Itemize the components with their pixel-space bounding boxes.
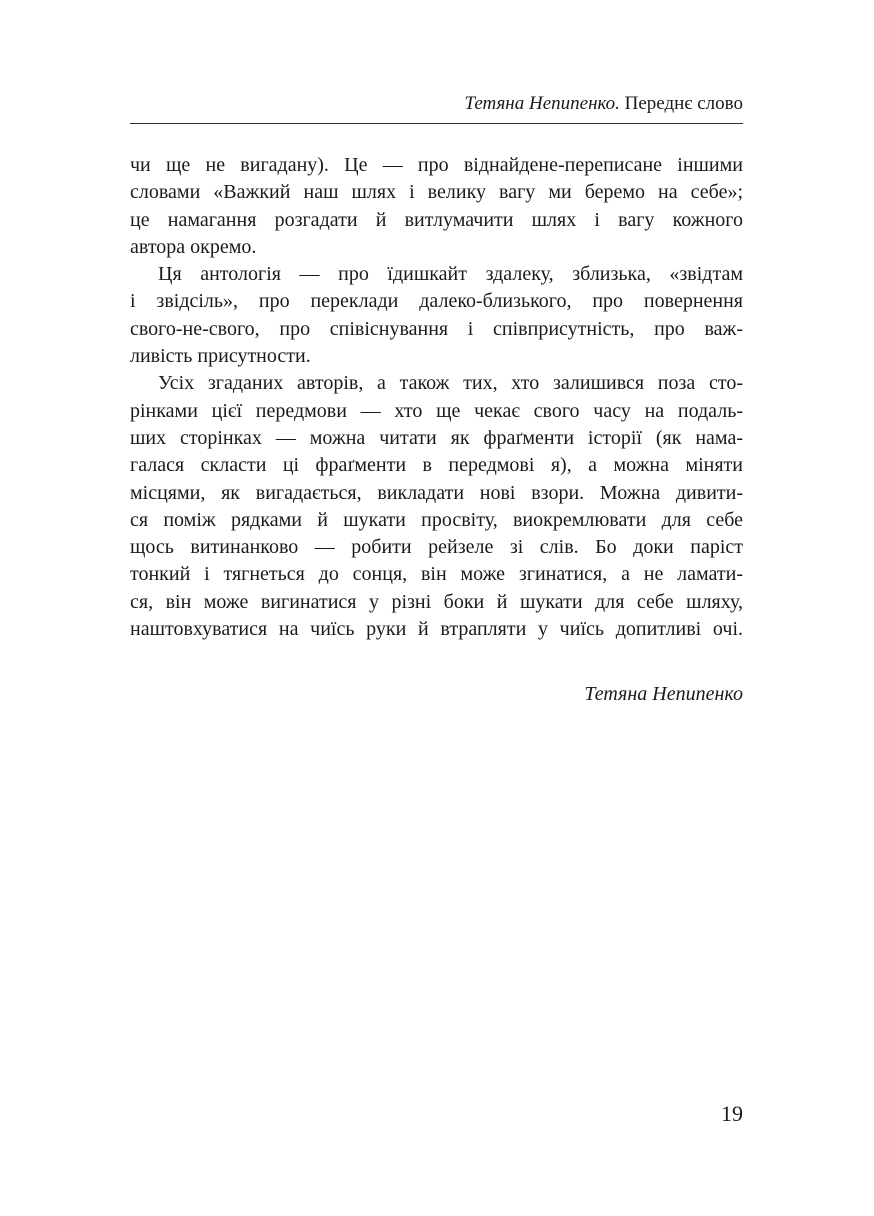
text-line: чи ще не вигадану). Це — про віднайдене-переписане іншими — [130, 154, 743, 176]
text-line: словами «Важкий наш шлях і велику вагу ми беремо на себе»; — [130, 181, 743, 204]
body-text — [130, 152, 743, 643]
text-line: рінками цієї передмови — хто ще чекає свого часу на подаль- — [130, 399, 743, 422]
text-line: ливість присутности. — [130, 345, 311, 368]
header-title: Переднє слово — [624, 93, 743, 114]
running-header — [130, 92, 743, 116]
text-line: ших сторінках — можна читати як фраґменти історії (як нама- — [130, 426, 743, 449]
text-line: свого-не-свого, про співіснування і співприсутність, про важ- — [130, 317, 743, 340]
text-line: це намагання розгадати й витлумачити шлях і вагу кожного — [130, 208, 743, 231]
text-line: Усіх згаданих авторів, а також тих, хто залишився поза сто- — [158, 372, 743, 395]
header-divider — [130, 123, 743, 124]
text-line: галася скласти ці фраґменти в передмові я), а можна міняти — [130, 454, 743, 477]
author-signature: Тетяна Непипенко — [584, 683, 743, 705]
text-line: наштовхуватися на чиїсь руки й втрапляти у чиїсь допитливі очі. — [130, 618, 743, 641]
header-author: Тетяна Непипенко. — [464, 93, 620, 114]
text-line: ся, він може вигинатися у різні боки й шукати для себе шляху, — [130, 590, 743, 613]
text-line: ся поміж рядками й шукати просвіту, виокремлювати для себе — [130, 508, 743, 531]
text-line: Ця антологія — про їдишкайт здалеку, зблизька, «звідтам — [158, 263, 743, 286]
text-line: і звідсіль», про переклади далеко-близького, про повернення — [130, 290, 743, 313]
page-number: 19 — [721, 1101, 743, 1126]
text-line: автора окремо. — [130, 235, 257, 258]
text-line: тонкий і тягнеться до сонця, він може згинатися, а не ламати- — [130, 563, 743, 586]
text-line: місцями, як вигадається, викладати нові взори. Можна дивити- — [130, 481, 743, 504]
paragraph-1 — [130, 152, 743, 261]
text-line: щось витинанково — робити рейзеле зі слів. Бо доки паріст — [130, 536, 743, 559]
paragraph-2 — [130, 261, 743, 370]
paragraph-3 — [130, 370, 743, 643]
